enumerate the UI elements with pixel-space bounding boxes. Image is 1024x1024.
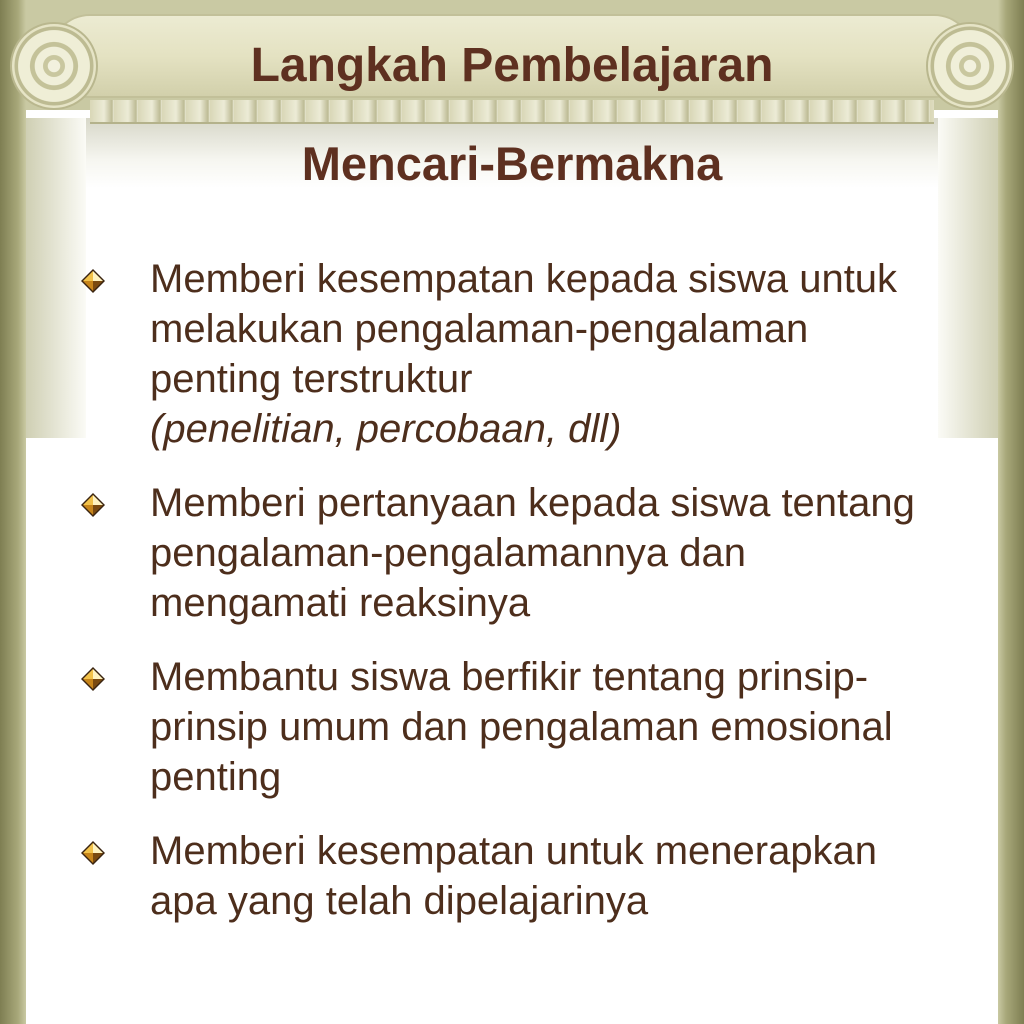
list-item <box>80 652 950 802</box>
bullet-text: Membantu siswa berfikir tentang prinsip-prinsip umum dan pengalaman emosional penting <box>150 655 893 799</box>
diamond-bullet-icon <box>80 840 106 866</box>
bullet-italic-note: (penelitian, percobaan, dll) <box>150 407 622 451</box>
capital-dentils <box>90 100 934 124</box>
bullet-list <box>80 254 950 950</box>
slide-subtitle: Mencari-Bermakna <box>301 137 723 190</box>
bullet-text: Memberi kesempatan untuk menerapkan apa yang telah dipelajarinya <box>150 829 878 923</box>
bullet-text: Memberi kesempatan kepada siswa untuk melakukan pengalaman-pengalaman penting terstruktur <box>150 257 898 401</box>
list-item <box>80 478 950 628</box>
list-item <box>80 254 950 454</box>
diamond-bullet-icon <box>80 666 106 692</box>
diamond-bullet-icon <box>80 268 106 294</box>
bullet-text: Memberi pertanyaan kepada siswa tentang pengalaman-pengalamannya dan mengamati reaksinya <box>150 481 915 625</box>
slide-title: Langkah Pembelajaran <box>250 39 774 92</box>
diamond-bullet-icon <box>80 492 106 518</box>
list-item <box>80 826 950 926</box>
